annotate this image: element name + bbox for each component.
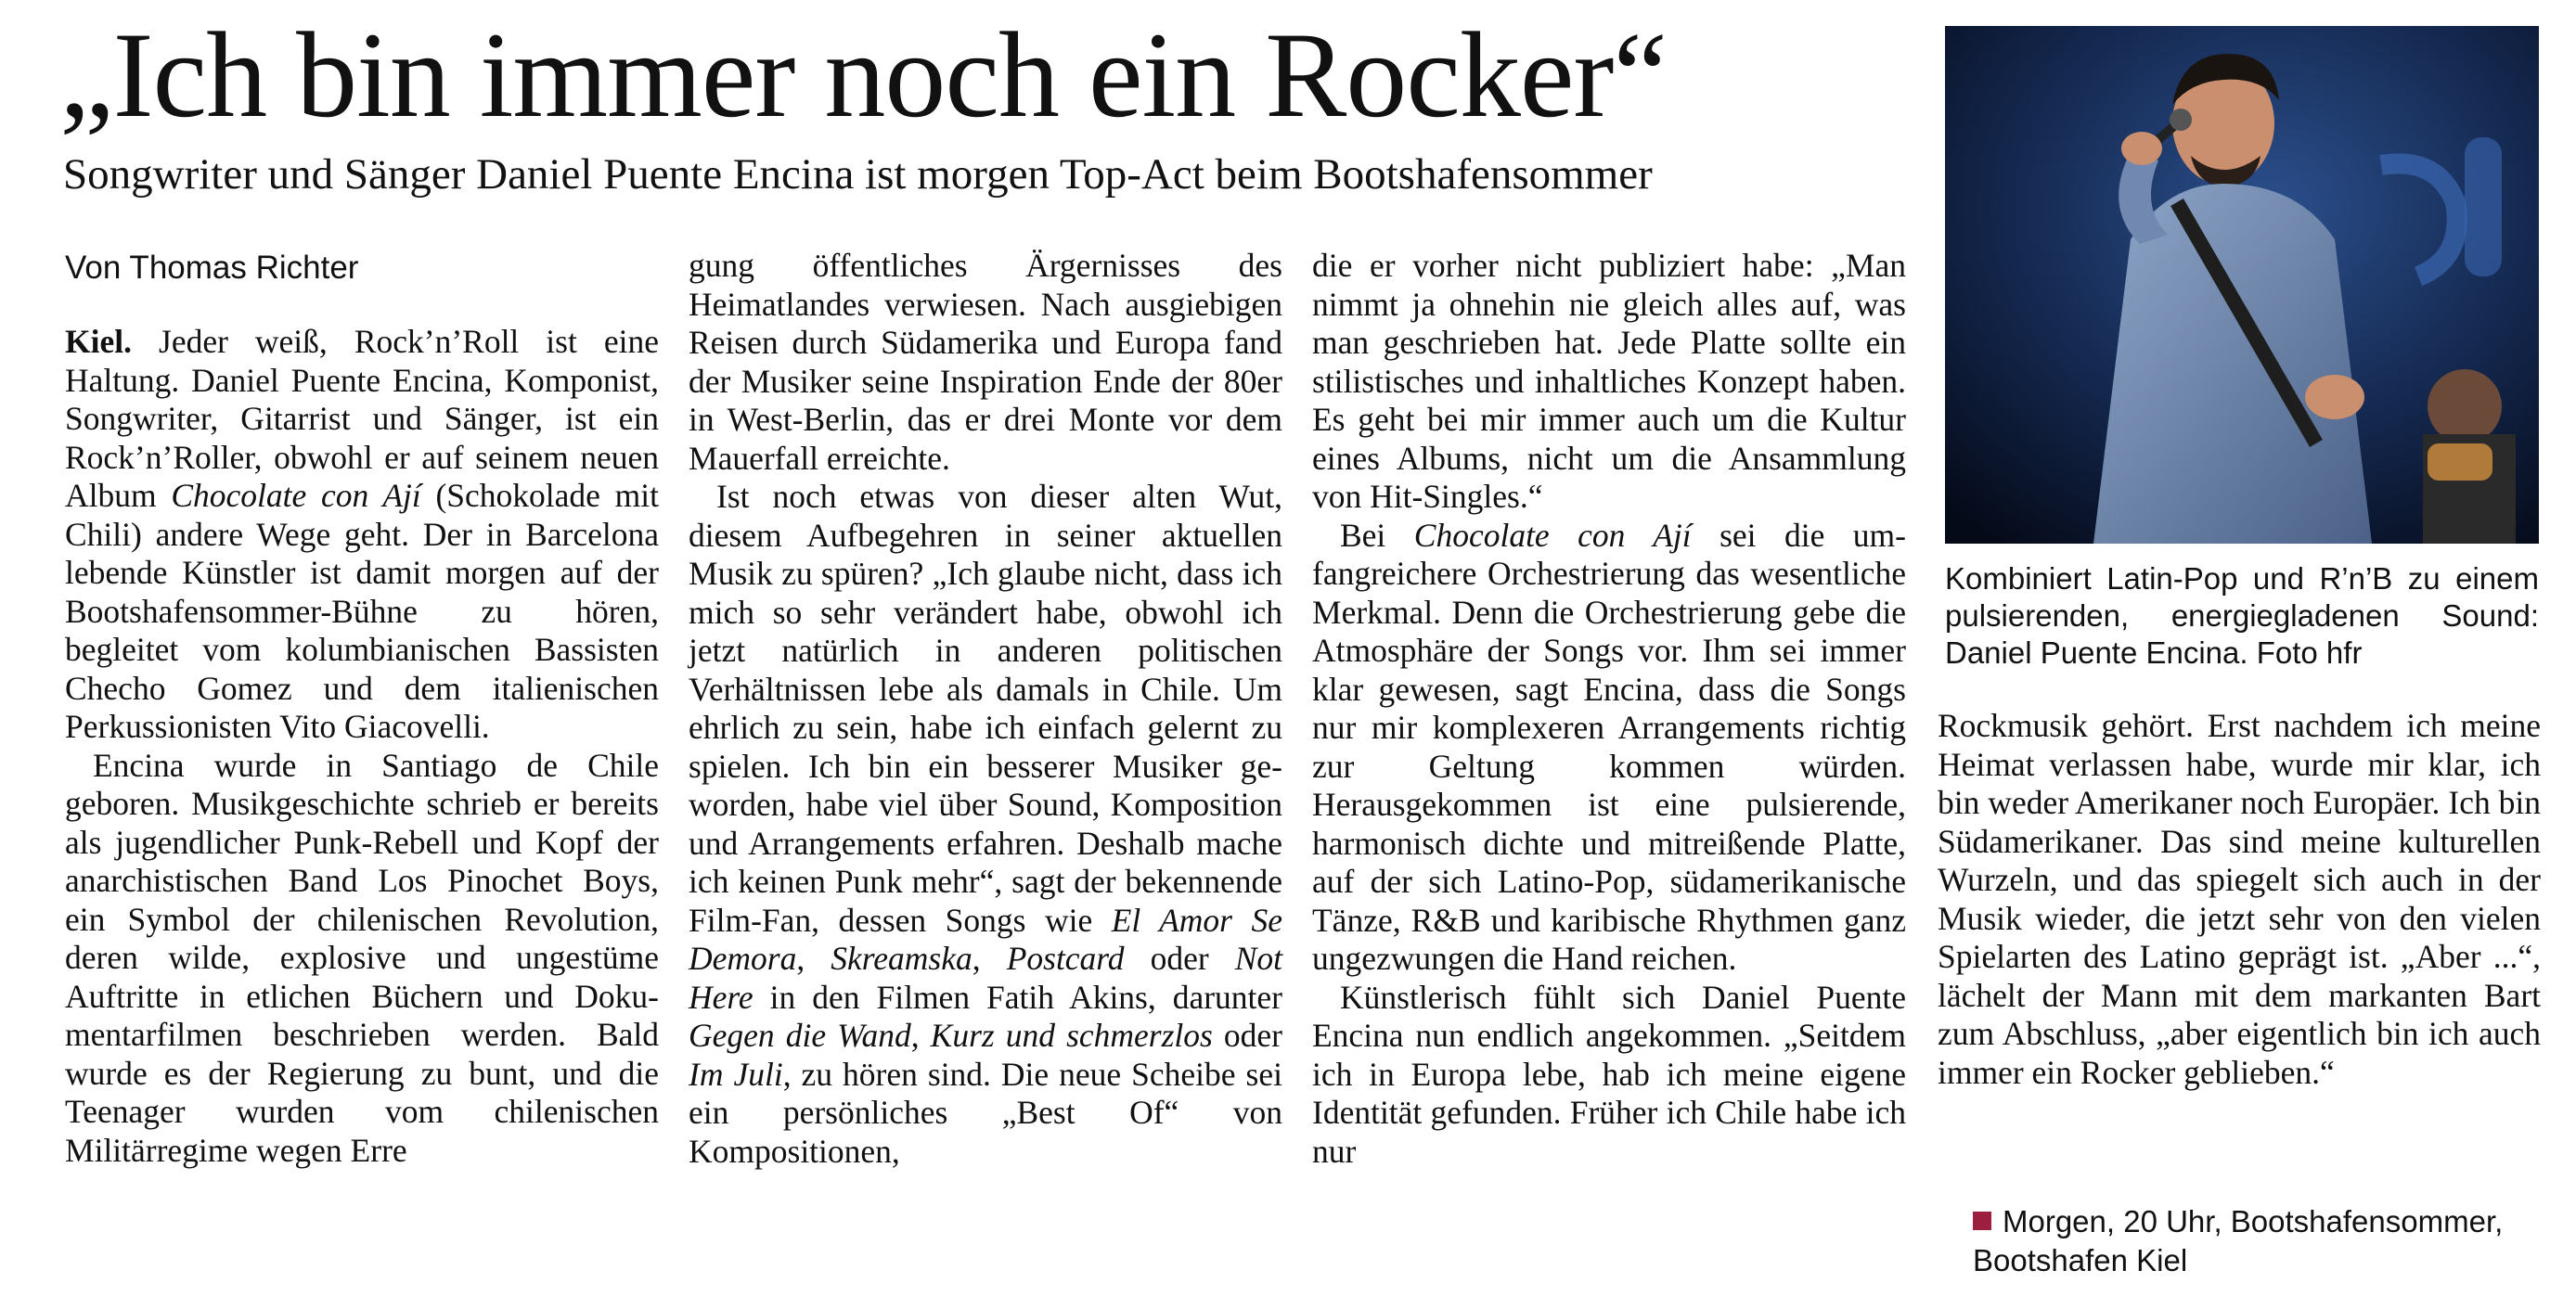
song-title: Postcard [1006,940,1125,977]
dateline: Kiel. [65,323,132,360]
song-title: Skreamska [831,940,972,977]
paragraph [1312,517,1906,979]
album-title: Chocolate con Ají [1413,516,1692,554]
byline: Von Thomas Richter [65,250,359,286]
paragraph-text: (Schokolade mit Chili) andere Wege geht. Der in Barcelona lebende Künstler ist damit morgen auf der Bootshafensommer-Bühne zu hören, begleitet vom kolumbianischen Bassisten Checho Gomez und dem italienischen Perkussionisten Vito Giacovelli. [65,477,659,745]
separator: oder [1124,940,1235,977]
paragraph: Rockmusik gehört. Erst nachdem ich meine Heimat verlassen habe, wurde mir klar, ich bin weder Amerikaner noch Europäer. Ich bin Südamerikaner. Das sind meine kulturellen Wurzeln, und das spiegelt sich auch in der Musik wieder, die jetzt sehr von den vielen Spielarten des Latino geprägt ist. „Aber ...“, lächelt der Mann mit dem markanten Bart zum Abschluss, „aber eigentlich bin ich auch immer ein Rocker geblieben.“ [1938,707,2541,1091]
song-title: El Amor Se Demora [689,901,1282,977]
event-info [1973,1202,2567,1280]
singer-photo-illustration [1945,26,2539,544]
event-info-line: Bootshafen Kiel [1973,1243,2188,1277]
film-title: Gegen die Wand [689,1017,911,1054]
event-info-line [1973,1202,2567,1241]
paragraph-text: Jeder weiß, Rock’n’Roll ist eine Haltung. Daniel Puente Encina, Komponist, Songwriter, Gitarrist und Sänger, ist ein Rock’n’Roller, obwohl er auf seinem neuen Album [65,323,659,514]
event-info-text: Morgen, 20 Uhr, Bootshafensommer, [2003,1204,2504,1238]
separator: oder [1212,1017,1282,1054]
article-column-2 [689,247,1282,1171]
paragraph: die er vorher nicht publiziert habe: „Man nimmt ja ohnehin nie gleich alles auf, was man geschrieben hat. Jede Platte sollte ein stilistisches und inhaltliches Konzept haben. Es geht bei mir immer auch um die Kultur eines Albums, nicht um die Ansammlung von Hit-Singles.“ [1312,247,1906,515]
headline: „Ich bin immer noch ein Rocker“ [59,6,1667,143]
paragraph: gung öffentliches Ärgernisses des Heimatlandes verwiesen. Nach ausgiebigen Reisen durch Südamerika und Europa fand der Musiker seine Inspiration Ende der 80er in West-Berlin, das er drei Monte vor dem Mauerfall erreichte. [689,247,1282,477]
song-title: Not Here [689,940,1283,1016]
separator: , [796,940,831,977]
paragraph: Künstlerisch fühlt sich Daniel Puente Encina nun endlich angekommen. „Seitdem ich in Europa lebe, hab ich meine eigene Identität gefunden. Früher ich Chile habe ich nur [1312,978,1906,1170]
photo-caption: Kombiniert Latin-Pop und R’n’B zu einem pulsierenden, energiegladenen Sound: Daniel Puente Encina. Foto hfr [1945,561,2539,670]
article-column-1 [65,323,659,1170]
paragraph: Encina wurde in Santiago de Chile geboren. Musikgeschichte schrieb er bereits als jugendlicher Punk-Rebell und Kopf der anarchistischen Band Los Pinochet Boys, ein Symbol der chilenischen Revolution, deren wilde, explosive und ungestüme Auftritte in etlichen Büchern und Dokumentarfilmen beschrieben werden. Bald wurde es der Regierung zu bunt, und die Teenager wurden vom chilenischen Militärregime wegen Erre [65,746,659,1169]
film-title: Im Juli [689,1055,783,1093]
paragraph-text: sei die umfangreichere Orchestrierung das wesentliche Merkmal. Denn die Orchestrierung gebe die Atmosphäre der Songs vor. Ihm sei immer klar gewesen, sagt Encina, dass die Songs nur mir komplexeren Arrangements richtig zur Geltung kommen würden. Herausgekommen ist eine pulsierende, harmonisch dichte und mitreißende Platte, auf der sich Latino-Pop, südamerikanische Tänze, R&B und karibische Rhythmen ganz ungezwungen die Hand reichen. [1312,516,1906,977]
paragraph [689,478,1282,1171]
article-column-3 [1312,247,1906,1171]
paragraph-text: , zu hören sind. Die neue Scheibe sei ein persönliches „Best Of“ von Kompositionen, [689,1055,1282,1170]
paragraph-text: in den Filmen Fatih Akins, darunter [753,978,1282,1016]
paragraph-text: Ist noch etwas von dieser alten Wut, diesem Aufbegehren in seiner aktuellen Musik zu spüren? „Ich glaube nicht, dass ich mich so sehr verändert habe, obwohl ich jetzt natürlich in anderen politischen Verhältnissen lebe als damals in Chile. Um ehrlich zu sein, habe ich einfach gelernt zu spielen. Ich bin ein besserer Musiker geworden, habe viel über Sound, Komposition und Arrangements erfahren. Deshalb mache ich keinen Punk mehr“, sagt der bekennende Film-Fan, dessen Songs wie [689,478,1282,939]
subheadline: Songwriter und Sänger Daniel Puente Encina ist morgen Top-Act beim Bootshafensommer [63,150,1653,199]
separator: , [972,940,1007,977]
film-title: Kurz und schmerzlos [930,1017,1213,1054]
paragraph-text: Bei [1340,516,1414,554]
square-marker-icon [1973,1212,1991,1230]
paragraph [65,323,659,747]
album-title: Chocolate con Ají [171,477,421,514]
article-column-4 [1938,707,2541,1092]
separator: , [910,1017,931,1054]
article-photo [1945,26,2539,544]
